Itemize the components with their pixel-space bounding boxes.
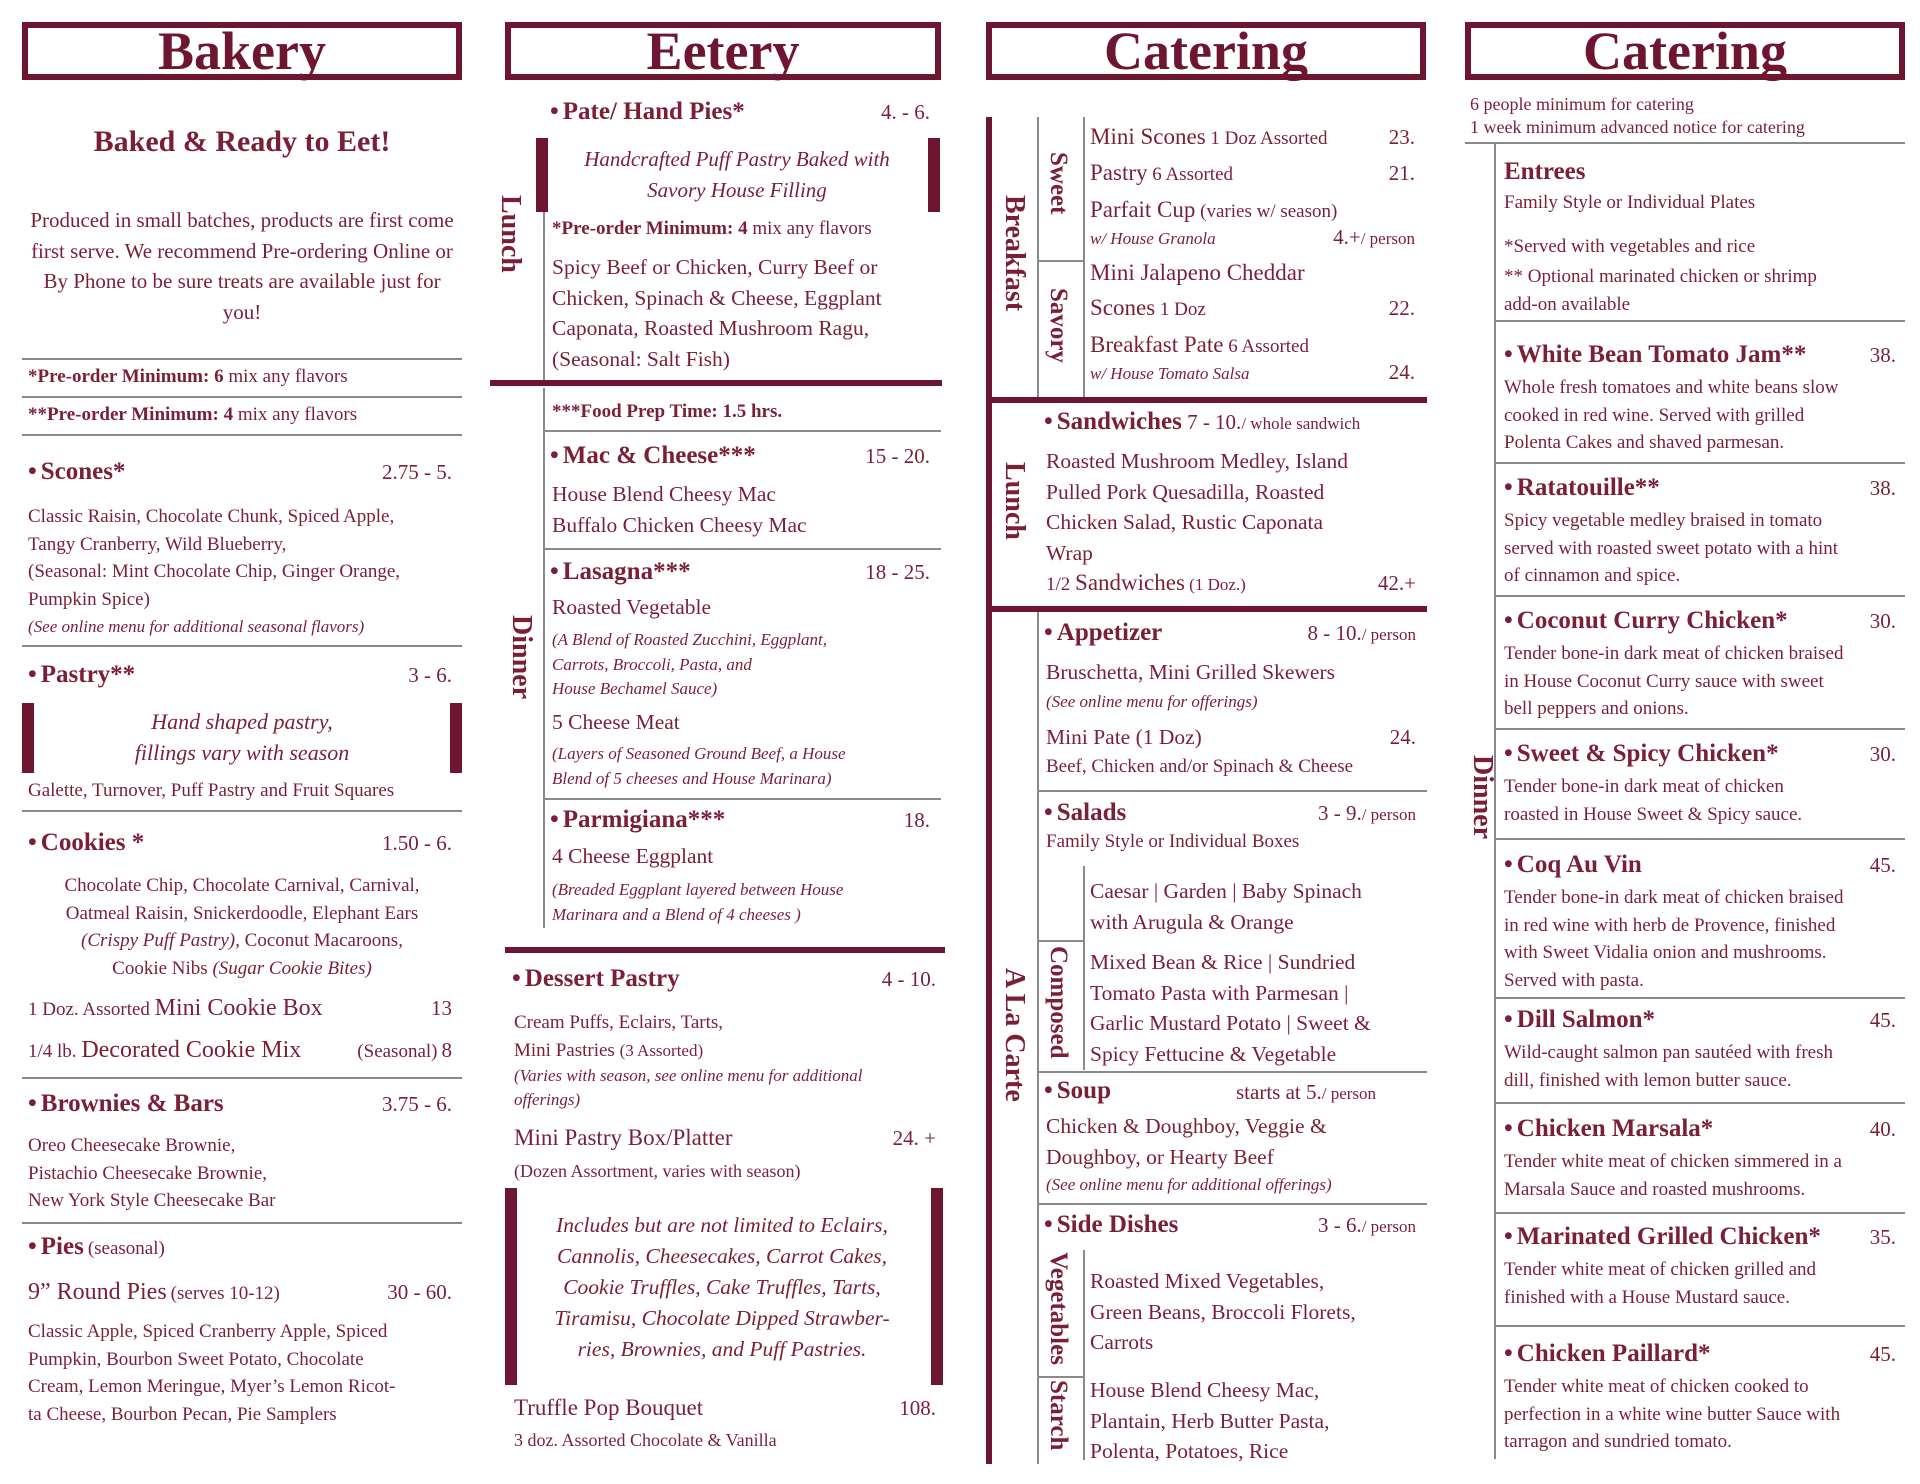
pastry-desc: Hand shaped pastry, fillings vary with season — [134, 709, 350, 765]
entree-name: • Ratatouille** — [1504, 474, 1660, 502]
pate-desc: Handcrafted Puff Pastry Baked with Savory House Filling — [584, 147, 890, 202]
mini-pate-desc: Beef, Chicken and/or Spinach & Cheese — [1046, 756, 1354, 777]
cookies-header — [28, 829, 452, 857]
pate-list: Spicy Beef or Chicken, Curry Beef or Chicken, Spinach & Cheese, Eggplant Caponata, Roasted Mushroom Ragu, (Seasonal: Salt Fish) — [552, 255, 882, 371]
scones-price: 2.75 - 5. — [382, 460, 452, 484]
mini-pate: Mini Pate (1 Doz) 24. — [1046, 725, 1416, 749]
entree-name: • Marinated Grilled Chicken* — [1504, 1223, 1821, 1251]
truffle-note: 3 doz. Assorted Chocolate & Vanilla — [514, 1430, 777, 1450]
entree-description: Whole fresh tomatoes and white beans slow cooked in red wine. Served with grilled Polenta Cakes and shaved parmesan. — [1504, 377, 1839, 453]
accent-bar — [22, 703, 34, 773]
vegetable-sides: Roasted Mixed Vegetables, Green Beans, Broccoli Florets, Carrots — [1090, 1269, 1356, 1354]
divider — [1037, 940, 1085, 942]
accent-bar — [931, 1188, 943, 1385]
cookies-name: • Cookies * — [28, 829, 144, 857]
breakfast-pate-sub: w/ House Tomato Salsa 24. — [1090, 360, 1415, 384]
soup-price: starts at 5./ person — [1236, 1080, 1377, 1104]
scones-header — [28, 458, 452, 486]
entree-header — [1504, 1006, 1896, 1034]
divider — [22, 396, 462, 398]
entree-name: • Dill Salmon* — [1504, 1006, 1655, 1034]
appetizer-note: (See online menu for offerings) — [1046, 692, 1258, 711]
soup-list: Chicken & Doughboy, Veggie & Doughboy, or Hearty Beef — [1046, 1114, 1327, 1169]
lasagna-header: • Lasagna*** 18 - 25. — [550, 558, 930, 586]
mini-pastry-box: Mini Pastry Box/Platter 24. + — [514, 1125, 936, 1150]
accent-bar — [536, 138, 548, 212]
section-divider — [986, 606, 1427, 612]
catering-lunch-label: Lunch — [999, 462, 1030, 540]
served-note: *Served with vegetables and rice — [1504, 236, 1756, 257]
entree-price: 40. — [1869, 1117, 1896, 1141]
preorder-min-4: **Pre-order Minimum: 4 mix any flavors — [28, 404, 358, 425]
eetery-dinner-label: Dinner — [506, 615, 537, 699]
entree-name: • Chicken Marsala* — [1504, 1115, 1713, 1143]
jalapeno-scones-2: Scones 1 Doz 22. — [1090, 295, 1415, 320]
round-pies: 9” Round Pies (serves 10-12) 30 - 60. — [28, 1279, 452, 1305]
divider — [1037, 1376, 1085, 1378]
divider — [1496, 997, 1905, 999]
scones-name: • Scones* — [28, 458, 126, 486]
divider — [1496, 1102, 1905, 1104]
vegetables-label: Vegetables — [1045, 1252, 1072, 1365]
entree-header — [1504, 474, 1896, 502]
cookies-price: 1.50 - 6. — [382, 831, 452, 855]
appetizer-header: • Appetizer 8 - 10./ person — [1044, 619, 1416, 647]
entree-price: 45. — [1869, 1342, 1896, 1366]
pastry-name: • Pastry** — [28, 661, 135, 689]
pastry-header — [28, 661, 452, 689]
green-salads: Caesar | Garden | Baby Spinach with Arugula & Orange — [1090, 879, 1362, 934]
entree-description: Spicy vegetable medley braised in tomato served with roasted sweet potato with a hint of cinnamon and spice. — [1504, 510, 1839, 586]
section-divider — [490, 380, 942, 386]
lasagna-opt1: Roasted Vegetable — [552, 595, 712, 619]
entree-price: 35. — [1869, 1225, 1896, 1249]
dessert-desc: Cream Puffs, Eclairs, Tarts, Mini Pastries (3 Assorted) — [514, 1012, 724, 1061]
half-sandwiches: 1/2 Sandwiches (1 Doz.) 42.+ — [1046, 570, 1416, 595]
divider — [1496, 595, 1905, 597]
salads-header: • Salads 3 - 9./ person — [1044, 799, 1416, 827]
divider — [545, 798, 941, 800]
entree-description: Tender white meat of chicken grilled and finished with a House Mustard sauce. — [1504, 1259, 1817, 1308]
entree-price: 30. — [1869, 609, 1896, 633]
divider — [22, 645, 462, 647]
divider — [22, 1222, 462, 1224]
jalapeno-scones: Mini Jalapeno Cheddar — [1090, 260, 1305, 285]
entree-name: • Coconut Curry Chicken* — [1504, 607, 1788, 635]
entree-price: 45. — [1869, 1008, 1896, 1032]
entree-price: 45. — [1869, 853, 1896, 877]
eetery-title: Eetery — [505, 22, 941, 80]
breakfast-pate: Breakfast Pate 6 Assorted — [1090, 332, 1309, 357]
savory-label: Savory — [1045, 288, 1072, 363]
section-divider — [505, 947, 945, 953]
bakery-title: Bakery — [22, 22, 462, 80]
entree-name: • Coq Au Vin — [1504, 851, 1642, 879]
sides-header: • Side Dishes 3 - 6./ person — [1044, 1211, 1416, 1239]
salads-sub: Family Style or Individual Boxes — [1046, 831, 1300, 852]
pastry-items: Galette, Turnover, Puff Pastry and Fruit Squares — [28, 780, 395, 801]
entree-description: Tender white meat of chicken simmered in a Marsala Sauce and roasted mushrooms. — [1504, 1151, 1842, 1200]
food-prep-time: ***Food Prep Time: 1.5 hrs. — [552, 401, 783, 422]
section-line — [1037, 117, 1039, 397]
cookies-desc: Chocolate Chip, Chocolate Carnival, Carnival, Oatmeal Raisin, Snickerdoodle, Elephant Ears (Crispy Puff Pastry), Coconut Macaroons, Cookie Nibs (Sugar Cookie Bites) — [64, 875, 420, 979]
entree-name: • Chicken Paillard* — [1504, 1340, 1711, 1368]
entree-price: 38. — [1869, 476, 1896, 500]
lasagna-opt2: 5 Cheese Meat — [552, 710, 680, 734]
divider — [1496, 320, 1905, 322]
brownies-price: 3.75 - 6. — [382, 1092, 452, 1116]
dessert-includes: Includes but are not limited to Eclairs, Cannolis, Cheesecakes, Carrot Cakes, Cookie Truffles, Cake Truffles, Tarts, Tiramisu, Chocolate Dipped Strawber- ries, Brownies, and Puff Pastries. — [554, 1213, 890, 1361]
lasagna-note1: (A Blend of Roasted Zucchini, Eggplant, Carrots, Broccoli, Pasta, and House Bechamel Sauce) — [552, 630, 827, 698]
sandwiches-list: Roasted Mushroom Medley, Island Pulled Pork Quesadilla, Roasted Chicken Salad, Rustic Caponata Wrap — [1046, 449, 1348, 565]
dessert-header: • Dessert Pastry 4 - 10. — [512, 965, 936, 993]
parmigiana-opt: 4 Cheese Eggplant — [552, 844, 714, 868]
starch-sides: House Blend Cheesy Mac, Plantain, Herb Butter Pasta, Polenta, Potatoes, Rice — [1090, 1378, 1330, 1463]
parmigiana-note: (Breaded Eggplant layered between House Marinara and a Blend of 4 cheeses ) — [552, 880, 844, 924]
section-line — [1083, 1250, 1085, 1460]
entree-header — [1504, 341, 1896, 369]
composed-salads: Mixed Bean & Rice | Sundried Tomato Pasta with Parmesan | Garlic Mustard Potato | Sweet & Spicy Fettucine & Vegetable — [1090, 950, 1371, 1066]
section-line — [543, 388, 545, 928]
catering-notes: 6 people minimum for catering 1 week minimum advanced notice for catering — [1470, 94, 1805, 137]
entrees-heading: Entrees — [1504, 158, 1586, 185]
divider — [545, 430, 941, 432]
section-line — [986, 117, 992, 1464]
divider — [545, 548, 941, 550]
divider — [1496, 838, 1905, 840]
catering-title-2: Catering — [1465, 22, 1905, 80]
entree-name: • White Bean Tomato Jam** — [1504, 341, 1806, 369]
soup-header: • Soup — [1044, 1077, 1111, 1105]
mini-pastry-note: (Dozen Assortment, varies with season) — [514, 1161, 801, 1181]
optional-note: ** Optional marinated chicken or shrimp add-on available — [1504, 266, 1817, 315]
divider — [1465, 142, 1905, 144]
catering-dinner-label: Dinner — [1467, 755, 1498, 839]
entree-description: Tender bone-in dark meat of chicken roasted in House Sweet & Spicy sauce. — [1504, 776, 1803, 825]
preorder-min-6: *Pre-order Minimum: 6 mix any flavors — [28, 366, 348, 387]
divider — [1039, 1203, 1427, 1205]
divider — [1039, 790, 1427, 792]
catering-title-1: Catering — [986, 22, 1426, 80]
divider — [1037, 260, 1085, 262]
entree-header — [1504, 1115, 1896, 1143]
pies-desc: Classic Apple, Spiced Cranberry Apple, Spiced Pumpkin, Bourbon Sweet Potato, Chocolate Cream, Lemon Meringue, Myer’s Lemon Ricot- ta Cheese, Bourbon Pecan, Pie Samplers — [28, 1321, 396, 1425]
pate-header: • Pate/ Hand Pies* 4. - 6. — [550, 98, 930, 126]
composed-label: Composed — [1045, 946, 1072, 1059]
entree-header — [1504, 740, 1896, 768]
parfait-sub: w/ House Granola 4.+/ person — [1090, 225, 1415, 249]
soup-note: (See online menu for additional offerings) — [1046, 1175, 1332, 1194]
divider — [1496, 728, 1905, 730]
bakery-intro: Produced in small batches, products are first come first serve. We recommend Pre-ordering Online or By Phone to be sure treats are available just for you! — [30, 208, 454, 324]
divider — [1496, 1325, 1905, 1327]
mac-desc: House Blend Cheesy Mac Buffalo Chicken Cheesy Mac — [552, 482, 807, 537]
entree-header — [1504, 607, 1896, 635]
entree-price: 38. — [1869, 343, 1896, 367]
dessert-note: (Varies with season, see online menu for additional offerings) — [514, 1066, 863, 1109]
starch-label: Starch — [1045, 1380, 1072, 1451]
bakery-tagline: Baked & Ready to Eet! — [93, 125, 391, 158]
sandwiches-header: • Sandwiches 7 - 10./ whole sandwich — [1044, 408, 1360, 436]
entree-header — [1504, 851, 1896, 879]
entree-header — [1504, 1340, 1896, 1368]
catering-pastry: Pastry 6 Assorted 21. — [1090, 160, 1415, 185]
entree-description: Tender bone-in dark meat of chicken braised in red wine with herb de Provence, finished with Sweet Vidalia onion and mushrooms. Served with pasta. — [1504, 887, 1844, 991]
parmigiana-header: • Parmigiana*** 18. — [550, 806, 930, 834]
section-line — [1083, 117, 1085, 397]
divider — [22, 810, 462, 812]
divider — [1496, 1212, 1905, 1214]
accent-bar — [928, 138, 940, 212]
pate-min: *Pre-order Minimum: 4 mix any flavors — [552, 218, 872, 239]
entree-description: Tender bone-in dark meat of chicken braised in House Coconut Curry sauce with sweet bell peppers and onions. — [1504, 643, 1844, 719]
brownies-name: • Brownies & Bars — [28, 1090, 224, 1118]
mac-header: • Mac & Cheese*** 15 - 20. — [550, 442, 930, 470]
entree-description: Tender white meat of chicken cooked to perfection in a white wine butter Sauce with tarragon and sundried tomato. — [1504, 1376, 1841, 1452]
breakfast-label: Breakfast — [999, 195, 1030, 312]
divider — [22, 1077, 462, 1079]
pastry-price: 3 - 6. — [408, 663, 452, 687]
brownies-desc: Oreo Cheesecake Brownie, Pistachio Cheesecake Brownie, New York Style Cheesecake Bar — [28, 1135, 276, 1211]
divider — [1496, 462, 1905, 464]
section-line — [1037, 612, 1039, 1464]
truffle-pop: Truffle Pop Bouquet 108. — [514, 1395, 936, 1420]
divider — [22, 358, 462, 360]
entree-header — [1504, 1223, 1896, 1251]
scones-desc: Classic Raisin, Chocolate Chunk, Spiced Apple, Tangy Cranberry, Wild Blueberry, (Seasonal: Mint Chocolate Chip, Ginger Orange, Pumpkin Spice) — [28, 506, 401, 610]
appetizer-list: Bruschetta, Mini Grilled Skewers — [1046, 660, 1336, 684]
section-divider — [986, 397, 1427, 403]
mini-scones: Mini Scones 1 Doz Assorted 23. — [1090, 124, 1415, 149]
entrees-sub: Family Style or Individual Plates — [1504, 192, 1756, 213]
accent-bar — [505, 1188, 517, 1385]
alacarte-label: A La Carte — [999, 968, 1030, 1102]
parfait-cup: Parfait Cup (varies w/ season) — [1090, 197, 1338, 222]
brownies-header — [28, 1090, 452, 1118]
decorated-cookie-mix: 1/4 lb. Decorated Cookie Mix (Seasonal) 8 — [28, 1037, 452, 1063]
divider — [1039, 1071, 1427, 1073]
entree-description: Wild-caught salmon pan sautéed with fresh dill, finished with lemon butter sauce. — [1504, 1042, 1834, 1091]
scones-note: (See online menu for additional seasonal flavors) — [28, 617, 365, 636]
mini-cookie-box: 1 Doz. Assorted Mini Cookie Box 13 — [28, 995, 452, 1021]
section-line — [1083, 866, 1085, 1070]
divider — [22, 434, 462, 436]
lasagna-note2: (Layers of Seasoned Ground Beef, a House Blend of 5 cheeses and House Marinara) — [552, 744, 846, 788]
eetery-lunch-label: Lunch — [495, 195, 526, 273]
entree-price: 30. — [1869, 742, 1896, 766]
pies-header: • Pies (seasonal) — [28, 1233, 165, 1263]
entree-name: • Sweet & Spicy Chicken* — [1504, 740, 1779, 768]
accent-bar — [450, 703, 462, 773]
sweet-label: Sweet — [1045, 152, 1072, 215]
